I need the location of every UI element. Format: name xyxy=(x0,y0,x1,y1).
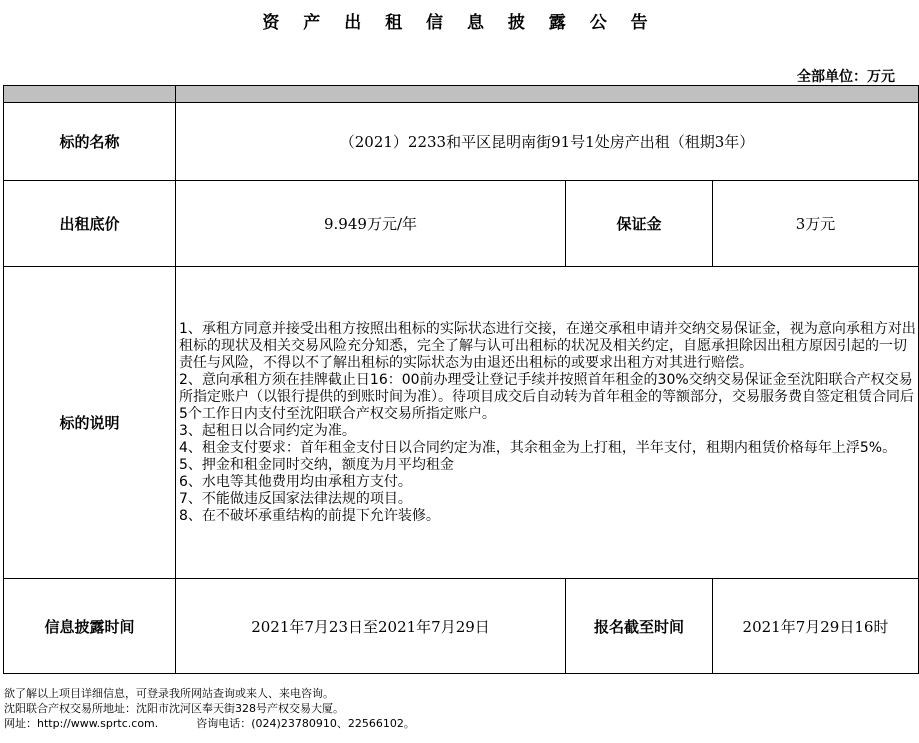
description-item: 2、意向承租方须在挂牌截止日16：00前办理受让登记手续并按照首年租金的30%交纳交易保证金至沈阳联合产权交易所指定账户（以银行提供的到账时间为准）。待项目成交后自动转为首年租金的等额部分，交易服务费自签定租赁合同后5个工作日内支付至沈阳联合产权交易所指定账户。 xyxy=(179,371,914,422)
disclosure-table xyxy=(3,85,919,674)
label-disclosure-time: 信息披露时间 xyxy=(4,579,176,674)
description-item: 8、在不破坏承重结构的前提下允许装修。 xyxy=(179,507,440,524)
row-name xyxy=(4,103,919,181)
value-name: （2021）2233和平区昆明南街91号1处房产出租（租期3年） xyxy=(176,103,919,181)
label-deadline: 报名截至时间 xyxy=(566,579,713,674)
value-disclosure-time: 2021年7月23日至2021年7月29日 xyxy=(176,579,566,674)
row-time xyxy=(4,579,919,674)
label-price: 出租底价 xyxy=(4,181,176,267)
description-item: 6、水电等其他费用均由承租方支付。 xyxy=(179,473,412,490)
page-title: 资 产 出 租 信 息 披 露 公 告 xyxy=(262,13,657,33)
unit-note: 全部单位：万元 xyxy=(797,69,895,85)
header-bar-right xyxy=(176,86,919,103)
header-bar-left xyxy=(4,86,176,103)
value-deposit: 3万元 xyxy=(713,181,919,267)
footer xyxy=(4,686,415,731)
description-item: 1、承租方同意并接受出租方按照出租标的实际状态进行交接，在递交承租申请并交纳交易保证金，视为意向承租方对出租标的现状及相关交易风险充分知悉，完全了解与认可出租标的状况及相关约定，自愿承担除因出租方原因引起的一切责任与风险，不得以不了解出租标的实际状态为由退还出租标的或要求出租方对其进行赔偿。 xyxy=(179,320,916,371)
description-item: 7、不能做违反国家法律法规的项目。 xyxy=(179,490,412,507)
value-deadline: 2021年7月29日16时 xyxy=(713,579,919,674)
footer-line-3 xyxy=(4,716,415,731)
footer-line-1: 欲了解以上项目详细信息，可登录我所网站查询或来人、来电咨询。 xyxy=(4,687,334,700)
header-bar xyxy=(4,86,919,103)
footer-line-2: 沈阳联合产权交易所地址：沈阳市沈河区奉天街328号产权交易大厦。 xyxy=(4,702,344,715)
description-item: 5、押金和租金同时交纳，额度为月平均租金 xyxy=(179,456,454,473)
footer-website: 网址：http://www.sprtc.com. xyxy=(4,717,159,730)
label-name: 标的名称 xyxy=(4,103,176,181)
row-price xyxy=(4,181,919,267)
label-description: 标的说明 xyxy=(4,267,176,579)
value-price: 9.949万元/年 xyxy=(176,181,566,267)
label-deposit: 保证金 xyxy=(566,181,713,267)
row-description xyxy=(4,267,919,579)
footer-phone: 咨询电话：(024)23780910、22566102。 xyxy=(196,717,415,730)
description-item: 4、租金支付要求：首年租金支付日以合同约定为准，其余租金为上打租，半年支付，租期内租赁价格每年上浮5%。 xyxy=(179,439,897,456)
description-cell xyxy=(176,267,919,579)
description-item: 3、起租日以合同约定为准。 xyxy=(179,422,356,439)
